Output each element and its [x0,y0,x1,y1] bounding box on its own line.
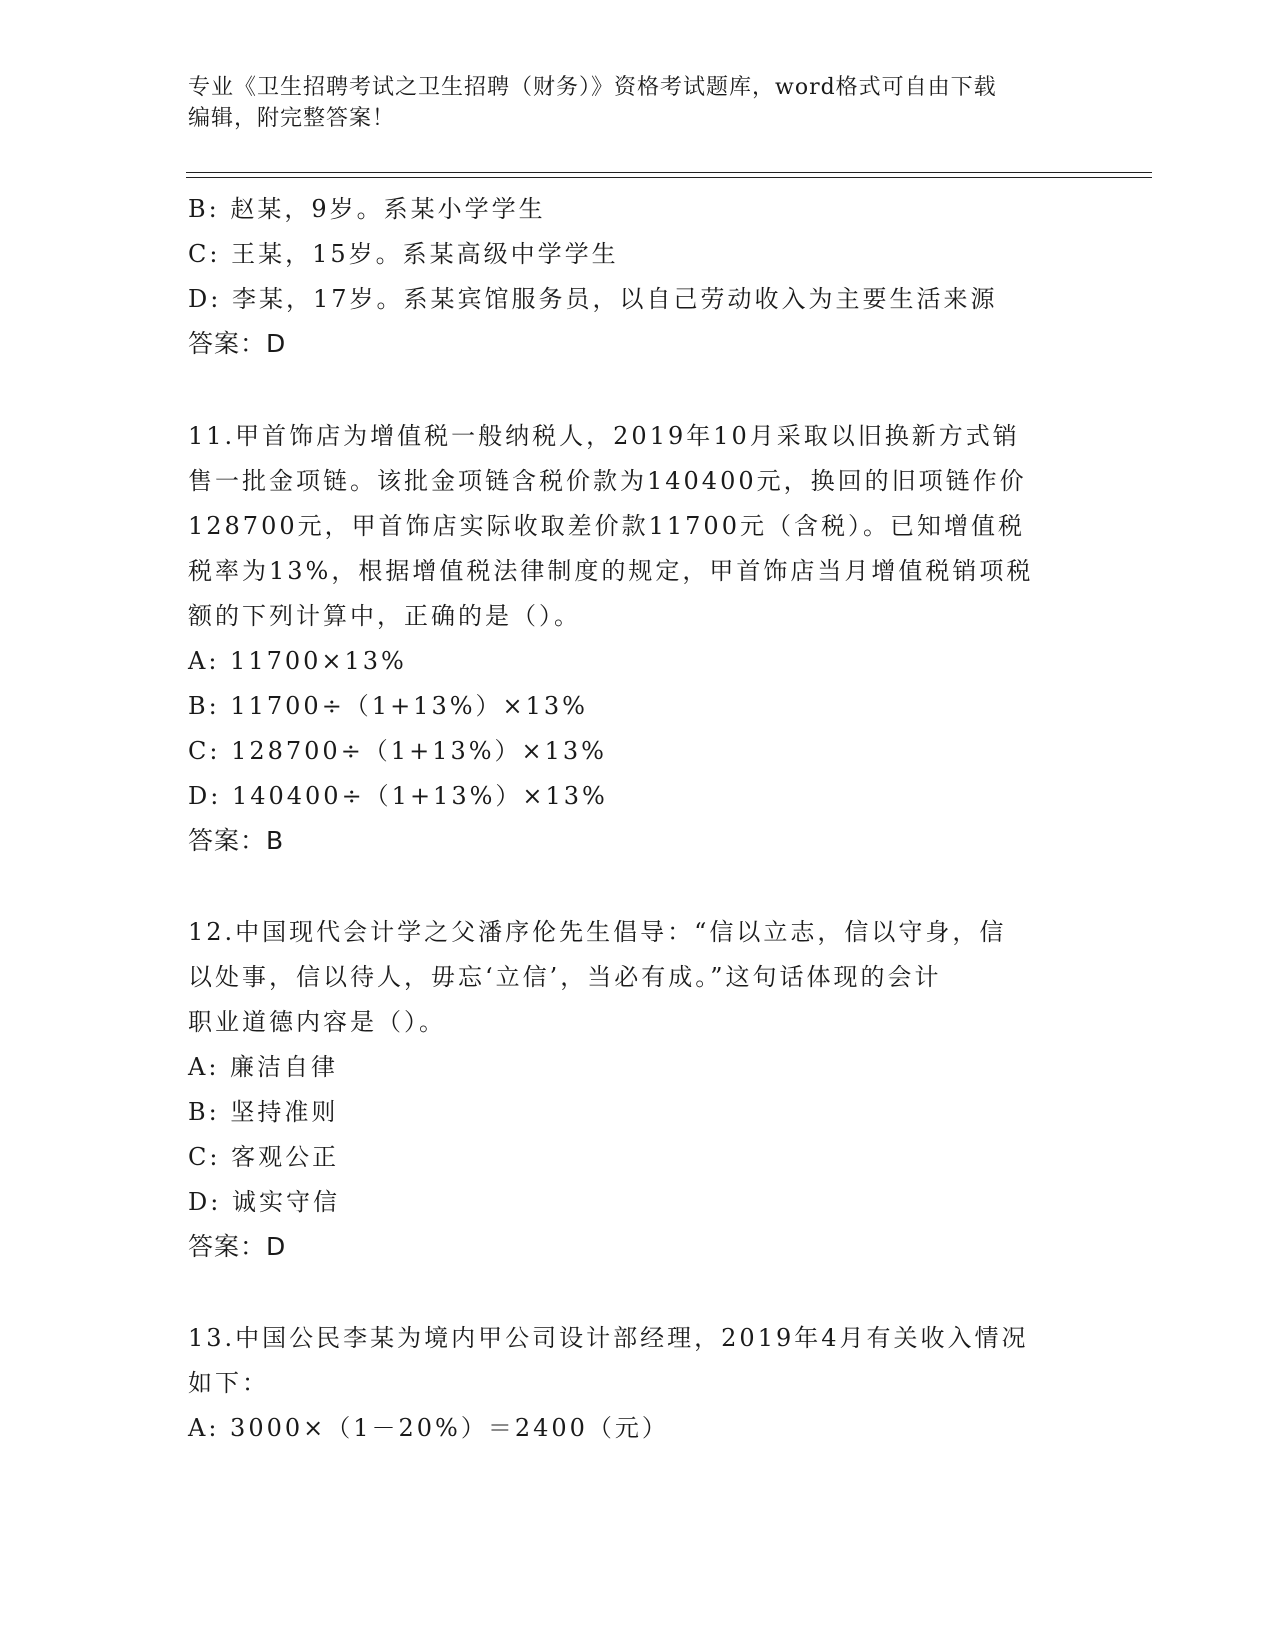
q11-option-c: C: 128700÷（1+13%）×13% [188,737,607,765]
prev-answer: 答案：D [188,329,287,358]
header-divider-bottom [186,177,1152,178]
doc-header-line-2: 编辑，附完整答案！ [188,106,396,131]
q12-option-b: B: 坚持准则 [188,1098,339,1126]
header-divider-top [186,172,1152,173]
q11-stem-line-5: 额的下列计算中，正确的是（）。 [188,602,581,630]
prev-option-d: D: 李某，17岁。系某宾馆服务员，以自己劳动收入为主要生活来源 [188,285,998,313]
q11-option-b: B: 11700÷（1+13%）×13% [188,692,588,720]
q12-option-d: D: 诚实守信 [188,1188,340,1216]
q11-stem-line-4: 税率为13%，根据增值税法律制度的规定，甲首饰店当月增值税销项税 [188,557,1034,585]
q11-option-d: D: 140400÷（1+13%）×13% [188,782,608,810]
q13-option-a: A: 3000×（1－20%）＝2400（元） [188,1414,669,1442]
q11-stem-line-1: 11.甲首饰店为增值税一般纳税人，2019年10月采取以旧换新方式销 [188,422,1020,450]
q12-option-c: C: 客观公正 [188,1143,340,1171]
q11-stem-line-2: 售一批金项链。该批金项链含税价款为140400元，换回的旧项链作价 [188,467,1027,495]
q12-option-a: A: 廉洁自律 [188,1053,339,1081]
q12-stem-line-3: 职业道德内容是（）。 [188,1008,446,1036]
prev-option-b: B: 赵某，9岁。系某小学学生 [188,195,546,223]
q12-stem-line-1: 12.中国现代会计学之父潘序伦先生倡导：“信以立志，信以守身，信 [188,918,1007,946]
q12-stem-line-2: 以处事，信以待人，毋忘‘立信’，当必有成。”这句话体现的会计 [188,963,942,991]
q11-option-a: A: 11700×13% [188,647,407,675]
q13-stem-line-2: 如下： [188,1369,269,1397]
q11-stem-line-3: 128700元，甲首饰店实际收取差价款11700元（含税）。已知增值税 [188,512,1025,540]
q11-answer: 答案：B [188,826,285,855]
q13-stem-line-1: 13.中国公民李某为境内甲公司设计部经理，2019年4月有关收入情况 [188,1324,1029,1352]
doc-header-line-1: 专业《卫生招聘考试之卫生招聘（财务）》资格考试题库，word格式可自由下载 [188,75,997,100]
prev-option-c: C: 王某，15岁。系某高级中学学生 [188,240,619,268]
q12-answer: 答案：D [188,1232,287,1261]
